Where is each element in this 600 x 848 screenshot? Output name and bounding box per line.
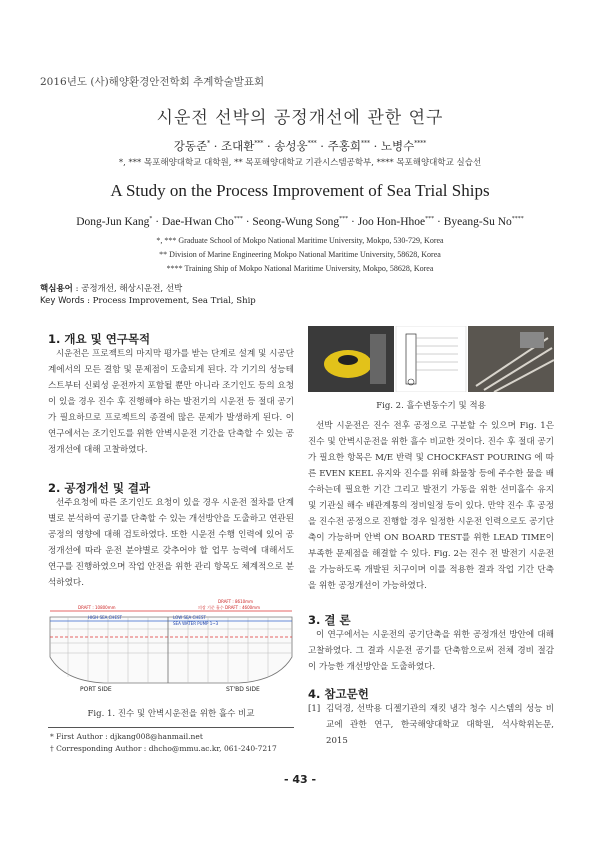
- generator-draft-label: 의장 기준 흘수 DRAFT : 4600mm: [198, 605, 260, 610]
- port-side-label: PORT SIDE: [80, 686, 112, 693]
- section-1-text: 시운전은 프로젝트의 마지막 평가를 받는 단계로 설계 및 시공단계에서의 모든 결함 및 문제점이 도출되게 된다. 각 기기의 성능테스트부터 신뢰성 운전까지 포함될 뿐만 아니라 조기인도 등의 요청이 있을 경우 진수 후 진행해야 하는 발전기의 시운전 등 절대 공기가 필요하므로 프로젝트의 종결에 많은 문제가 발생하게 된다. 이 연구에서는 조기인도를 위한 안벽시운전 기간을 단축할 수 있는 공정개선에 대해 고찰하였다.: [48, 349, 294, 455]
- section-3-heading: 3. 결 론: [308, 613, 351, 627]
- section-3-text: 이 연구에서는 시운전의 공기단축을 위한 공정개선 방안에 대해 고찰하였다. 그 결과 시운전 공기를 단축함으로써 전체 경비 절감이 가능한 개선방안을 도출하였다.: [308, 630, 554, 672]
- korean-authors: 강동준* · 조대환*** · 송성웅*** · 주홍희*** · 노병수****: [173, 139, 427, 153]
- starboard-side-label: ST'BD SIDE: [226, 686, 260, 693]
- draft-label-2: DRAFT : 8610mm: [218, 599, 253, 604]
- conference-header: 2016년도 (사)해양환경안전학회 추계학술발표회: [40, 76, 265, 88]
- section-4-heading: 4. 참고문헌: [308, 687, 369, 701]
- english-title: A Study on the Process Improvement of Sea Trial Ships: [110, 181, 490, 200]
- footnote-first-author: * First Author : djkang008@hanmail.net: [50, 732, 203, 741]
- sea-water-pump-label: SEA WATER PUMP 1~3: [173, 621, 219, 626]
- low-sea-chest-label: LOW SEA CHEST: [173, 615, 206, 620]
- english-authors: Dong-Jun Kang* · Dae-Hwan Cho*** · Seong-Wung Song*** · Joo Hon-Hhoe*** · Byeang-Su No****: [76, 216, 524, 228]
- figure-1: [48, 597, 294, 699]
- keywords-korean: 핵심용어 : 공정개선, 해상시운전, 선박: [40, 284, 183, 294]
- section-2-text: 선주요청에 따른 조기인도 요청이 있을 경우 시운전 절차를 단계별로 분석하여 공기를 단축할 수 있는 개선방안을 도출하고 연관된 공정의 영향에 대해 검토하였다. 또한 시운전 수행 인력에 있어 공정개선에 따라 운전 분야별로 갖추어야 할 업무 능력에 대해서도 연구를 진행하였으며 작업 안전을 위한 관리 항목도 체계적으로 분석하였다.: [48, 498, 294, 588]
- reference-1: [1] 김덕경, 선박용 디젤기관의 재킷 냉각 청수 시스템의 성능 비교에 관한 연구, 한국해양대학교 대학원, 석사학위논문, 2015: [308, 704, 554, 746]
- section-2-heading: 2. 공정개선 및 결과: [48, 481, 151, 495]
- section-1-heading: 1. 개요 및 연구목적: [48, 332, 151, 346]
- draft-label-1: DRAFT : 10800mm: [78, 605, 116, 610]
- english-affiliation-2: ** Division of Marine Engineering Mokpo National Maritime University, 58628, Korea: [159, 250, 441, 259]
- figure-2-caption: Fig. 2. 흘수변동수기 및 적용: [376, 401, 486, 411]
- draft-device-photos: [308, 326, 554, 392]
- english-affiliation-3: **** Training Ship of Mokpo National Maritime University, Mokpo, 58628, Korea: [166, 264, 434, 273]
- figure-1-caption: Fig. 1. 진수 및 안벽시운전을 위한 흘수 비교: [87, 709, 255, 719]
- english-affiliation-1: *, *** Graduate School of Mokpo National Maritime University, Mokpo, 530-729, Korea: [156, 236, 444, 245]
- high-sea-chest-label: HIGH SEA CHEST: [88, 615, 122, 620]
- draft-comparison-diagram: [48, 597, 294, 699]
- page-number: - 43 -: [283, 773, 317, 786]
- figure-2: [308, 326, 554, 392]
- right-column-text: 선박 시운전은 진수 전후 공정으로 구분할 수 있으며 Fig. 1은 진수 및 안벽시운전을 위한 흘수 비교한 것이다. 진수 후 절대 공기가 필요한 항목은 M/E 반력 및 CHOCKFAST POURING 에 따른 EVEN KEEL 유지와 진수를 위해 화물창 등에 주수한 물을 배수하는데 필요한 기간 그리고 발전기 가동을 위한 선미흘수 유지 및 기관실 해수 배관계통의 정비일정 등이 있다. 만약 진수 후 공정을 진수전 공정으로 진행할 경우 일정한 시운전 인력으로도 공기단축이 가능하며 안벽 ON BOARD TEST를 위한 LEAD TIME이 부족한 문제점을 해결할 수 있다. Fig. 2는 진수 전 발전기 시운전을 가능하도록 개발된 치구이며 이를 적용한 결과 작업 기간 단축을 위한 공정개선이 가능하였다.: [308, 421, 554, 591]
- footnote-rule: [48, 727, 294, 728]
- keywords-english: Key Words : Process Improvement, Sea Trial, Ship: [40, 296, 256, 306]
- footnote-corresponding-author: † Corresponding Author : dhcho@mmu.ac.kr, 061-240-7217: [50, 744, 277, 753]
- korean-title: 시운전 선박의 공정개선에 관한 연구: [156, 108, 444, 128]
- korean-affiliations: *, *** 목포해양대학교 대학원, ** 목포해양대학교 기관시스템공학부, **** 목포해양대학교 실습선: [118, 158, 482, 168]
